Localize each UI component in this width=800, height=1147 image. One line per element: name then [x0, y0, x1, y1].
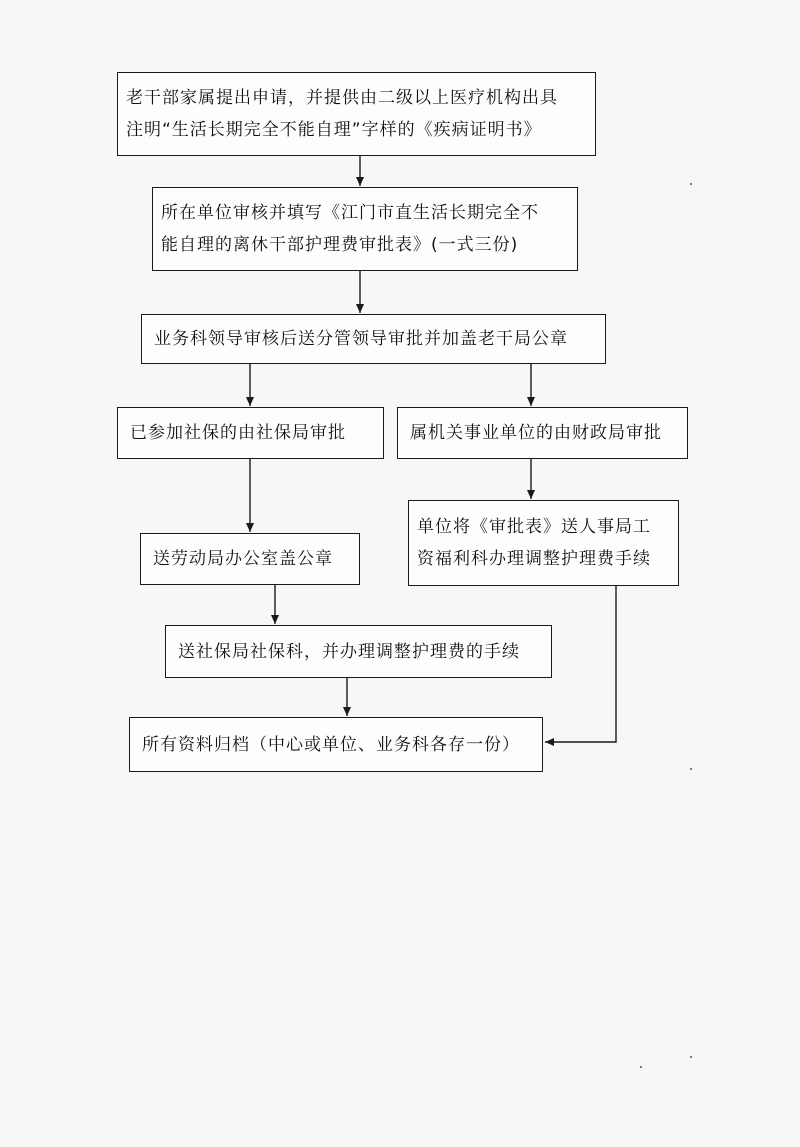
social-security-section-box [165, 625, 552, 678]
step-unit-review-box [152, 187, 578, 271]
scan-speck [640, 1066, 642, 1068]
branch-social-security-text: 已参加社保的由社保局审批 [130, 423, 346, 443]
step-leader-approval-box [141, 314, 606, 364]
step-apply-line1: 老干部家属提出申请，并提供由二级以上医疗机构出具 [126, 88, 558, 108]
personnel-bureau-line2: 资福利科办理调整护理费手续 [417, 549, 651, 569]
branch-finance-text: 属机关事业单位的由财政局审批 [410, 423, 662, 443]
branch-finance-box [397, 407, 688, 459]
personnel-bureau-line1: 单位将《审批表》送人事局工 [417, 517, 651, 537]
step-apply-line2: 注明“生活长期完全不能自理”字样的《疾病证明书》 [126, 120, 542, 140]
scan-speck [690, 183, 692, 185]
step-unit-review-line1: 所在单位审核并填写《江门市直生活长期完全不 [161, 203, 539, 223]
social-security-section-text: 送社保局社保科，并办理调整护理费的手续 [178, 641, 520, 662]
step-leader-approval-text: 业务科领导审核后送分管领导审批并加盖老干局公章 [154, 329, 568, 349]
branch-social-security-box [117, 407, 384, 459]
arrow-personnel-to-archive [545, 586, 616, 742]
scan-speck [690, 768, 692, 770]
personnel-bureau-box [408, 500, 679, 586]
labor-bureau-stamp-box [140, 533, 360, 585]
scan-speck [690, 1056, 692, 1058]
archive-box [129, 717, 543, 772]
step-apply-box [117, 72, 596, 156]
archive-text: 所有资料归档（中心或单位、业务科各存一份） [142, 734, 520, 755]
labor-bureau-stamp-text: 送劳动局办公室盖公章 [153, 549, 333, 569]
step-unit-review-line2: 能自理的离休干部护理费审批表》(一式三份) [161, 235, 519, 255]
